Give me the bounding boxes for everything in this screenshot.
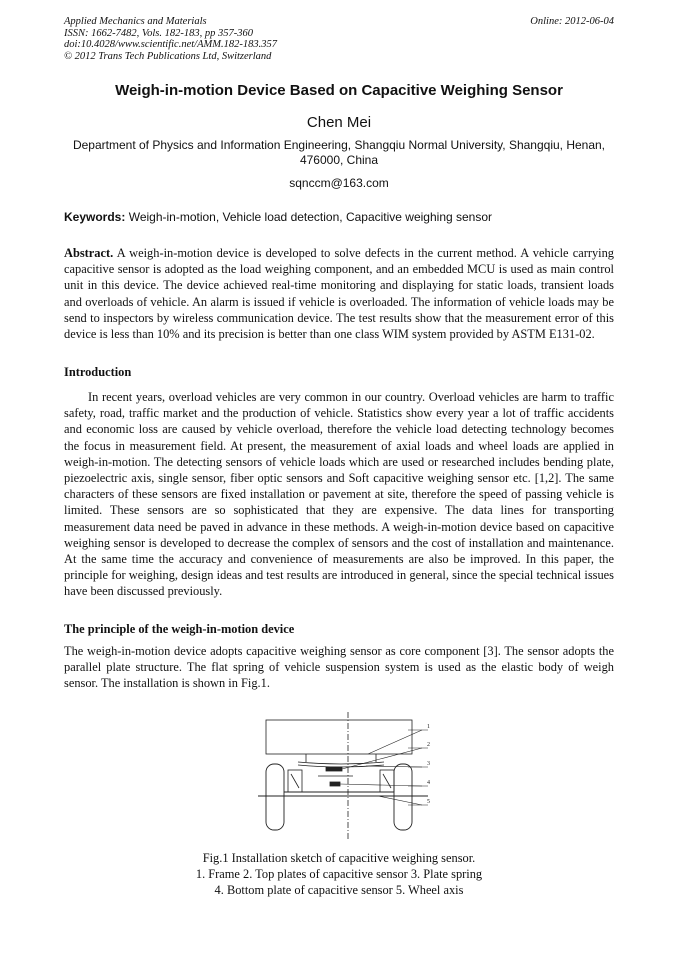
introduction-text: In recent years, overload vehicles are very common in our country. Overload vehicles are harm to traffic safety, road, traffic market and the production of vehicle. Statistics show every year a lot of traffic accidents and economic loss are caused by vehicle overload, therefore the vehicle load detecting technology becomes the focus in measurement field. At present, the measurement of axial loads and wheel loads are applied in weigh-in-motion. The detecting sensors of vehicle loads which are used or researched includes bending plate, piezoelectric axis, single sensor, fiber optic sensors and Soft capacitive weighing sensor etc. [1,2]. The same characters of these sensors are fixed installation or pavement at site, therefore the speed of passing vehicle is limited. These sensors are so sophisticated that they are expensive. The data lines for transporting measurement data need be paved in advance in these methods. A weigh-in-motion device based on capacitive weighing sensor is developed to decrease the complex of sensors and the cost of installation and maintenance. At the same time the accuracy and convenience of measurements are also be improved. In this paper, the principle for weighing, design ideas and test results are introduced in general, since the special technical issues have been discussed previously. [64,390,614,599]
section-heading-principle: The principle of the weigh-in-motion device [64,622,295,636]
callout-4: 4 [427,780,430,786]
left-wheel [266,764,284,830]
callout-5: 5 [427,799,430,805]
author-name: Chen Mei [306,114,372,131]
online-date: Online: 2012-06-04 [530,16,614,27]
paper-title: Weigh-in-motion Device Based on Capacitive Weighing Sensor [115,82,563,99]
issn-line: ISSN: 1662-7482, Vols. 182-183, pp 357-360 [64,27,253,39]
callout-1: 1 [427,724,430,730]
keywords-label: Keywords: [64,210,126,224]
section-heading-introduction: Introduction [64,365,132,379]
right-wheel [394,764,412,830]
author-email: sqnccm@163.com [289,176,389,190]
figure-caption-legend-2: 4. Bottom plate of capacitive sensor 5. Wheel axis [214,883,464,897]
abstract-label: Abstract. [64,246,114,260]
bottom-plate [330,782,340,786]
figure-caption-title: Fig.1 Installation sketch of capacitive weighing sensor. [202,851,476,865]
installation-sketch-figure [258,712,438,847]
doi-line: doi:10.4028/www.scientific.net/AMM.182-183.357 [64,39,277,51]
copyright-line: © 2012 Trans Tech Publications Ltd, Switzerland [64,50,272,62]
keywords [64,210,614,224]
abstract-text: A weigh-in-motion device is developed to solve defects in the current method. A vehicle carrying capacitive sensor is adopted as the load weighing component, and an embedded MCU is used as main control unit in this device. The device achieved real-time monitoring and displaying for static loads, transient loads and overloads of vehicle. An alarm is issued if vehicle is overloaded. The information of vehicle loads may be send to inspectors by wireless communication device. The test results show that the measurement error of this device is less than 10% and its precision is better than one class WIM system provided by ASTM E131-02. [64,246,614,342]
journal-name: Applied Mechanics and Materials [64,16,207,27]
abstract [64,245,614,342]
principle-text: The weigh-in-motion device adopts capacitive weighing sensor as core component [3]. The sensor adopts the parallel plate structure. The flat spring of vehicle suspension system is used as the elastic body of weigh sensor. The installation is shown in Fig.1. [64,644,614,691]
figure-caption-legend-1: 1. Frame 2. Top plates of capacitive sensor 3. Plate spring [195,867,483,881]
suspension [288,767,394,792]
keywords-text: Weigh-in-motion, Vehicle load detection, Capacitive weighing sensor [128,210,493,224]
callout-3: 3 [427,761,430,767]
wheels [258,764,428,830]
callout-2: 2 [427,742,430,748]
plate-spring [298,762,384,764]
frame-body [266,720,412,754]
journal-header [64,16,277,62]
callout-lines [340,730,428,805]
affiliation: Department of Physics and Information Engineering, Shangqiu Normal University, Shangqiu, Henan, 476000, China [72,138,606,167]
top-plate [326,767,342,771]
